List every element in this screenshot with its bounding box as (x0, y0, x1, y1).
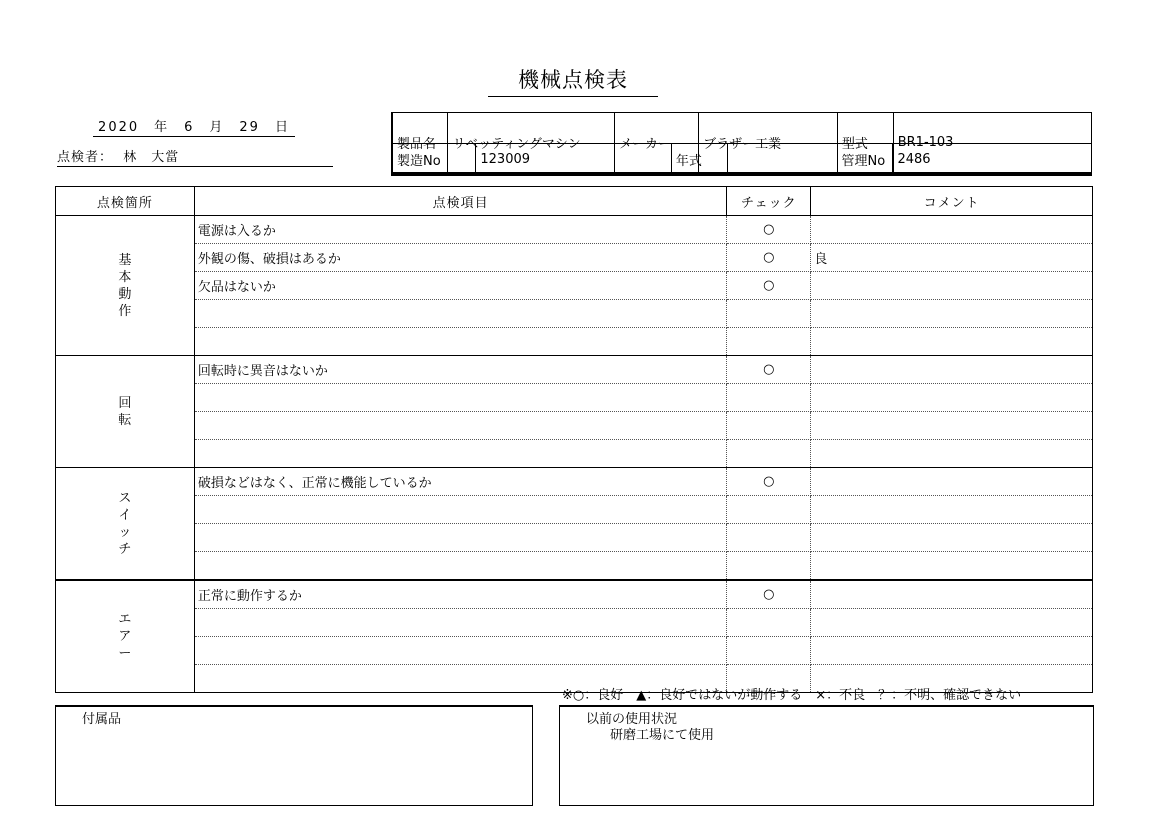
comment-text (811, 216, 1093, 244)
table-row (56, 272, 1093, 300)
table-row (56, 580, 1093, 609)
table-row (56, 496, 1093, 524)
table-row (56, 356, 1093, 384)
mgmt-value: 2486 (893, 144, 1092, 176)
table-row (56, 440, 1093, 468)
header-comment: コメント (811, 187, 1093, 216)
table-row (56, 300, 1093, 328)
comment-text (811, 300, 1093, 328)
check-mark (727, 524, 811, 552)
item-text (194, 524, 726, 552)
category-basic: 基本動作 (56, 216, 195, 356)
item-text (194, 440, 726, 468)
category-rotation: 回転 (56, 356, 195, 468)
check-mark (727, 552, 811, 581)
comment-text (811, 440, 1093, 468)
header-item: 点検項目 (194, 187, 726, 216)
table-row (56, 524, 1093, 552)
table-row (56, 637, 1093, 665)
serial-value: 123009 (476, 144, 672, 176)
comment-text (811, 328, 1093, 356)
check-mark (727, 300, 811, 328)
year-value (727, 144, 837, 176)
inspector-name: 林 大當 (123, 150, 180, 165)
item-text: 電源は入るか (194, 216, 726, 244)
check-mark (727, 440, 811, 468)
maker-label: メーカー (615, 113, 699, 174)
table-row (56, 216, 1093, 244)
inspection-table (55, 186, 1093, 693)
comment-text (811, 356, 1093, 384)
usage-history-value: 研磨工場にて使用 (610, 728, 715, 743)
check-mark: ○ (727, 356, 811, 384)
item-text (194, 496, 726, 524)
item-text (194, 328, 726, 356)
accessories-label: 付属品 (82, 712, 122, 727)
product-name-value: リベッティングマシン (448, 113, 615, 174)
check-mark (727, 609, 811, 637)
table-row (56, 384, 1093, 412)
item-text: 外観の傷、破損はあるか (194, 244, 726, 272)
model-label: 型式 (837, 113, 893, 174)
product-name-label: 製品名 (392, 113, 448, 174)
year-label: 年式 (671, 144, 727, 176)
accessories-box (55, 705, 533, 806)
usage-history-label: 以前の使用状況 (586, 712, 678, 727)
item-text (194, 637, 726, 665)
check-mark: ○ (727, 468, 811, 496)
comment-text (811, 580, 1093, 609)
table-row (56, 328, 1093, 356)
item-text: 正常に動作するか (194, 580, 726, 609)
check-mark: ○ (727, 580, 811, 609)
maker-value: ブラザー工業 (699, 113, 838, 174)
check-mark: ○ (727, 244, 811, 272)
table-row (56, 468, 1093, 496)
inspector-line (57, 150, 333, 167)
comment-text (811, 384, 1093, 412)
item-text: 回転時に異音はないか (194, 356, 726, 384)
check-mark (727, 328, 811, 356)
table-row (56, 609, 1093, 637)
check-mark (727, 496, 811, 524)
mgmt-label: 管理No (837, 144, 893, 176)
usage-history-box (559, 705, 1094, 806)
item-text (194, 412, 726, 440)
page-title: 機械点検表 (488, 64, 658, 97)
comment-text (811, 609, 1093, 637)
comment-text (811, 552, 1093, 581)
category-switch: スイッチ (56, 468, 195, 581)
check-mark: ○ (727, 272, 811, 300)
check-mark: ○ (727, 216, 811, 244)
item-text (194, 609, 726, 637)
category-air: エアー (56, 580, 195, 693)
item-text (194, 384, 726, 412)
comment-text (811, 412, 1093, 440)
header-location: 点検箇所 (56, 187, 195, 216)
item-text: 欠品はないか (194, 272, 726, 300)
comment-text (811, 637, 1093, 665)
comment-text (811, 272, 1093, 300)
check-mark (727, 384, 811, 412)
table-row (56, 552, 1093, 581)
check-legend: ※○：良好 ▲：良好ではないが動作する ×：不良 ？：不明、確認できない (562, 688, 1022, 703)
item-text (194, 552, 726, 581)
comment-text (811, 496, 1093, 524)
model-value: BR1-103 (893, 113, 1091, 174)
comment-text (811, 468, 1093, 496)
inspector-label: 点検者： (57, 150, 114, 165)
table-row (56, 244, 1093, 272)
product-info-table-row2 (391, 143, 1092, 176)
item-text: 破損などはなく、正常に機能しているか (194, 468, 726, 496)
comment-text: 良 (811, 244, 1093, 272)
item-text (194, 300, 726, 328)
serial-label: 製造No (392, 144, 476, 176)
check-mark (727, 637, 811, 665)
comment-text (811, 524, 1093, 552)
check-mark (727, 412, 811, 440)
header-check: チェック (727, 187, 811, 216)
inspection-date: 2020 年 6 月 29 日 (93, 120, 295, 137)
table-row (56, 412, 1093, 440)
